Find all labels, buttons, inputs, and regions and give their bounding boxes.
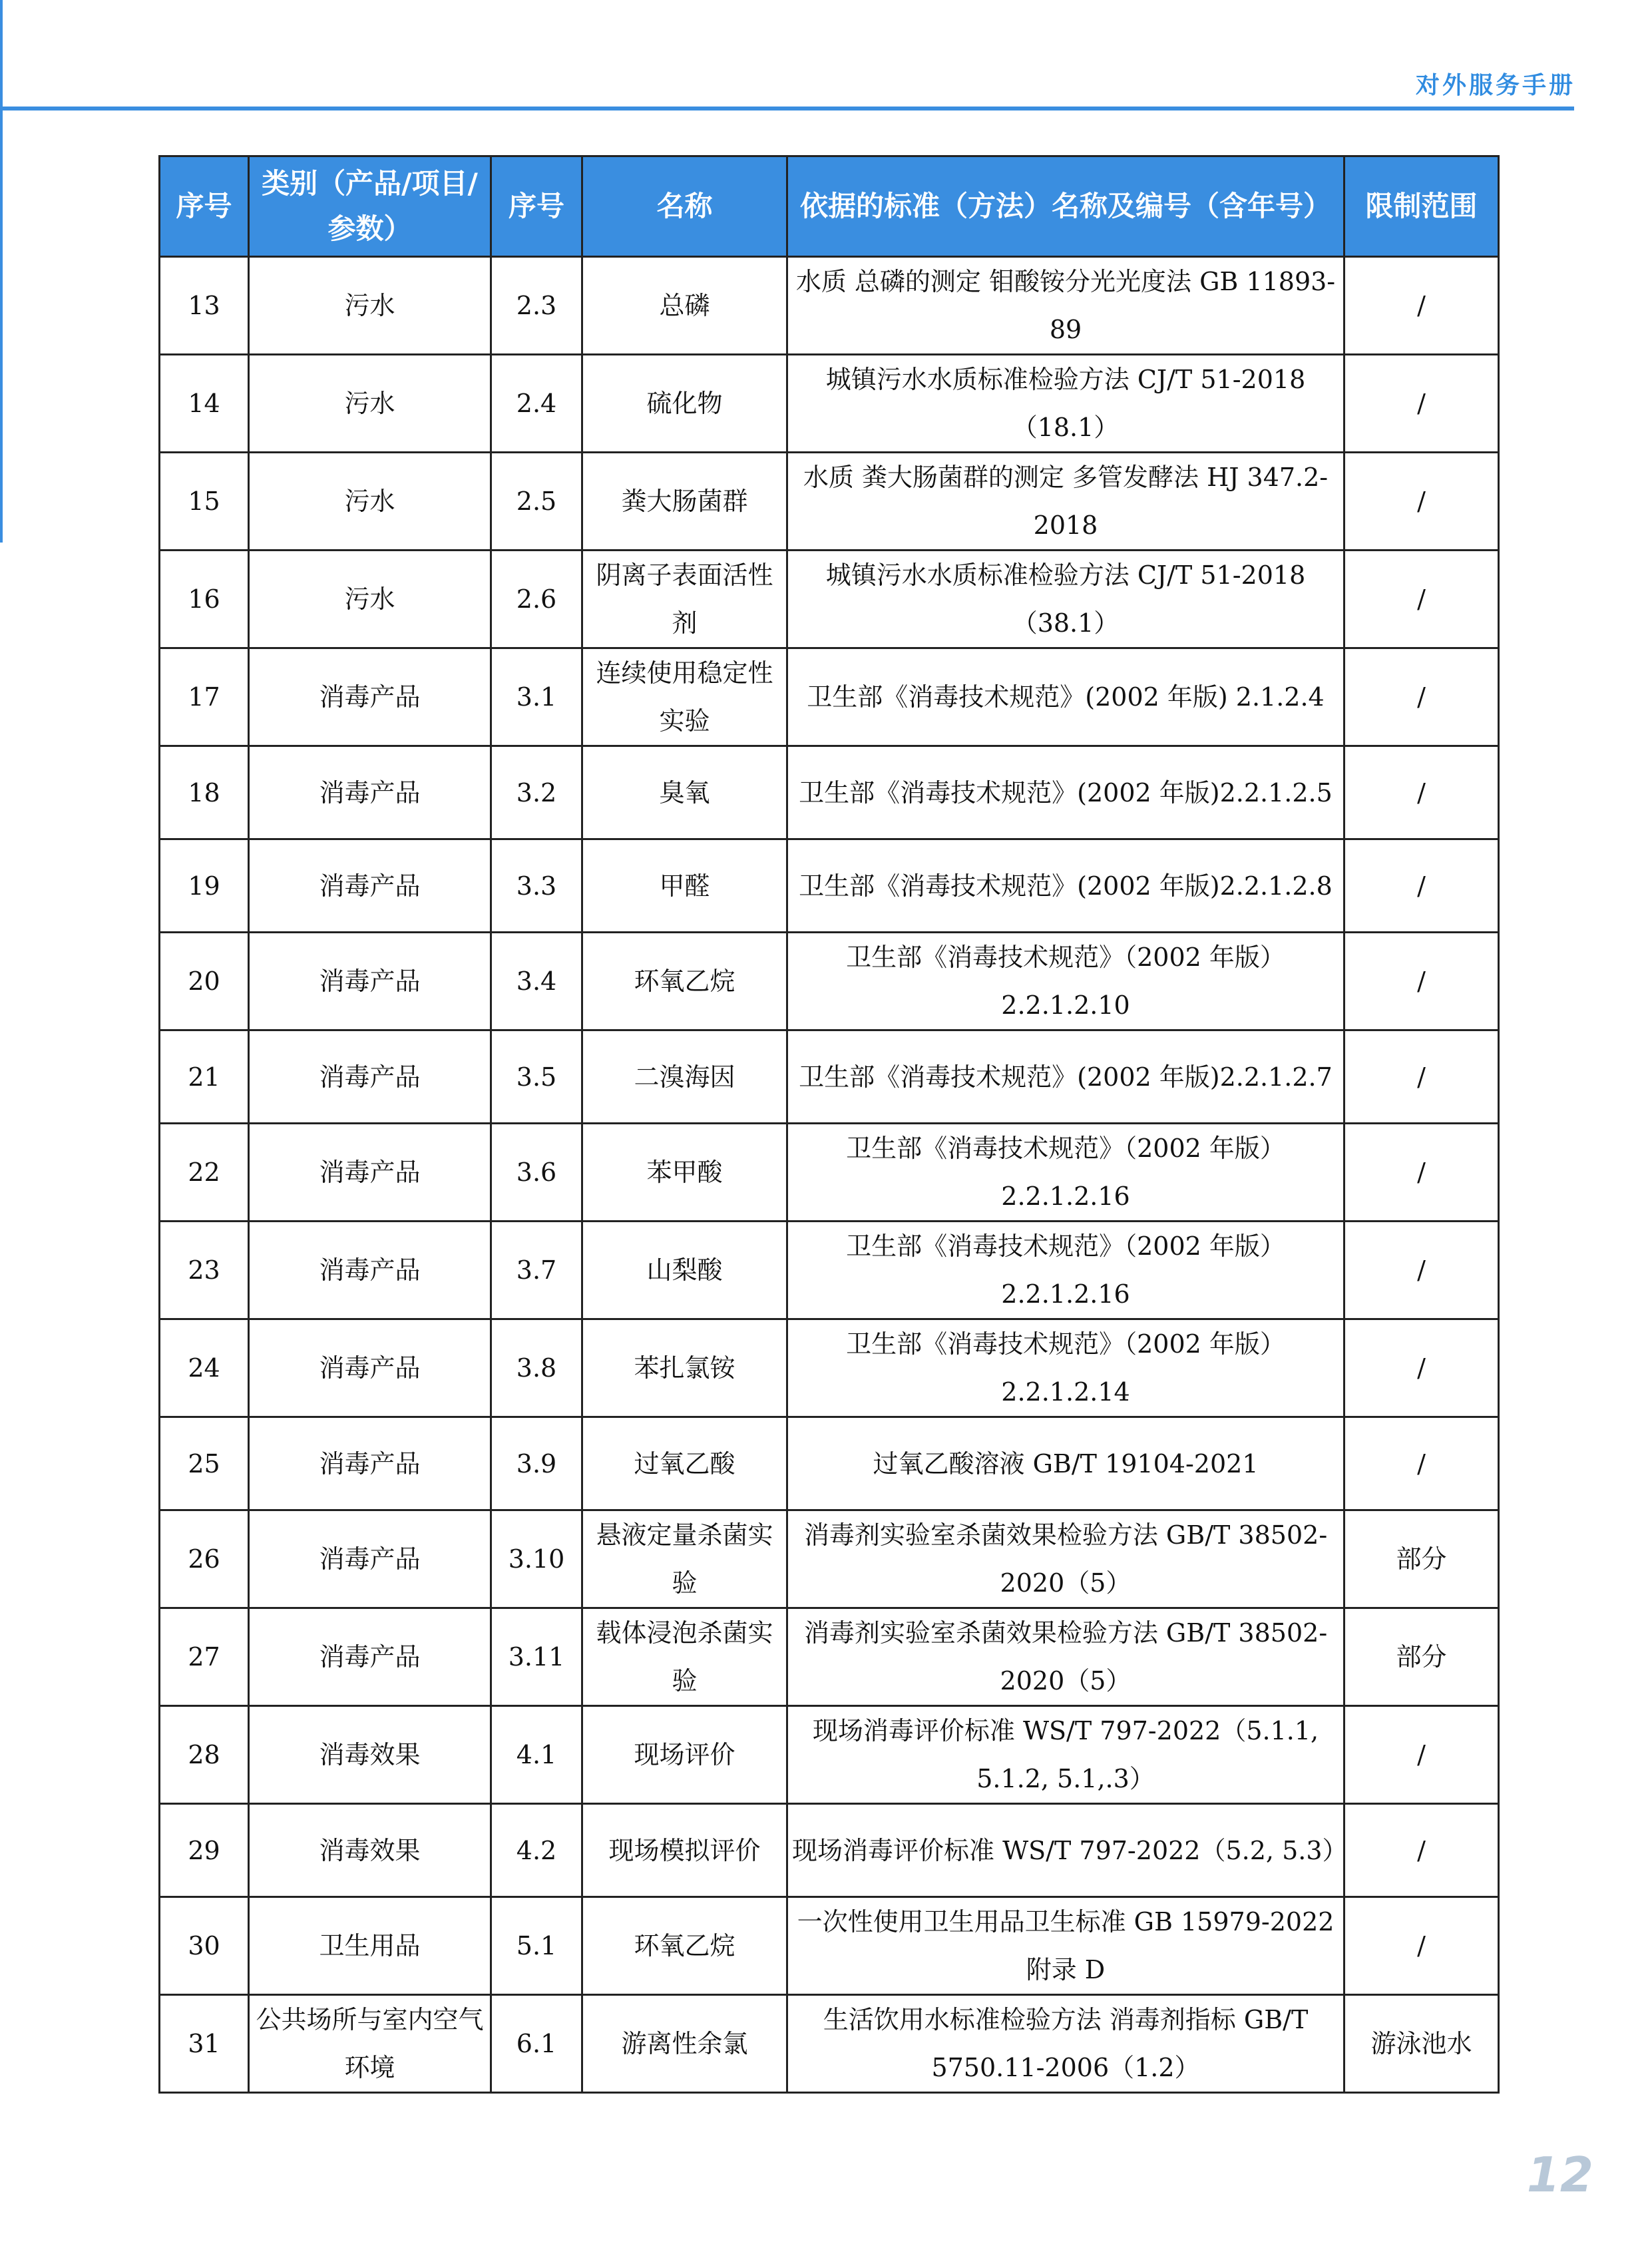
cell-row-index: 29	[160, 1804, 249, 1897]
table-row	[160, 453, 1499, 551]
cell-row-index: 26	[160, 1510, 249, 1608]
cell-limit-range: /	[1344, 453, 1499, 551]
cell-item-name: 臭氧	[582, 746, 787, 839]
table-row	[160, 1995, 1499, 2093]
cell-category: 消毒产品	[249, 1030, 491, 1124]
cell-standard: 一次性使用卫生用品卫生标准 GB 15979-2022 附录 D	[787, 1897, 1344, 1995]
cell-row-index: 31	[160, 1995, 249, 2093]
left-margin-line	[0, 0, 3, 543]
cell-item-index: 2.4	[491, 355, 582, 453]
cell-limit-range: /	[1344, 1706, 1499, 1804]
table-header-row	[160, 156, 1499, 257]
cell-item-index: 3.5	[491, 1030, 582, 1124]
cell-item-index: 3.2	[491, 746, 582, 839]
cell-row-index: 27	[160, 1608, 249, 1706]
table-row	[160, 933, 1499, 1030]
cell-row-index: 15	[160, 453, 249, 551]
cell-standard: 城镇污水水质标准检验方法 CJ/T 51-2018（18.1）	[787, 355, 1344, 453]
cell-item-index: 3.9	[491, 1417, 582, 1510]
header-title: 对外服务手册	[1415, 72, 1575, 99]
cell-category: 消毒效果	[249, 1706, 491, 1804]
cell-item-index: 2.3	[491, 257, 582, 355]
cell-row-index: 22	[160, 1124, 249, 1222]
cell-standard: 过氧乙酸溶液 GB/T 19104-2021	[787, 1417, 1344, 1510]
cell-item-index: 3.11	[491, 1608, 582, 1706]
table-row	[160, 648, 1499, 746]
cell-limit-range: /	[1344, 839, 1499, 933]
cell-category: 消毒产品	[249, 648, 491, 746]
cell-standard: 消毒剂实验室杀菌效果检验方法 GB/T 38502-2020（5）	[787, 1608, 1344, 1706]
cell-category: 消毒产品	[249, 933, 491, 1030]
cell-item-index: 5.1	[491, 1897, 582, 1995]
table-row	[160, 1608, 1499, 1706]
header-rule	[0, 107, 1574, 111]
cell-standard: 现场消毒评价标准 WS/T 797-2022（5.2, 5.3）	[787, 1804, 1344, 1897]
cell-standard: 卫生部《消毒技术规范》(2002 年版) 2.1.2.4	[787, 648, 1344, 746]
cell-standard: 卫生部《消毒技术规范》（2002 年版） 2.2.1.2.10	[787, 933, 1344, 1030]
standards-table	[158, 155, 1500, 2094]
cell-category: 消毒产品	[249, 1124, 491, 1222]
table-row	[160, 746, 1499, 839]
cell-row-index: 30	[160, 1897, 249, 1995]
cell-row-index: 19	[160, 839, 249, 933]
cell-limit-range: /	[1344, 1897, 1499, 1995]
cell-row-index: 14	[160, 355, 249, 453]
cell-item-index: 3.7	[491, 1222, 582, 1319]
cell-standard: 卫生部《消毒技术规范》（2002 年版） 2.2.1.2.16	[787, 1222, 1344, 1319]
page-number: 12	[1526, 2147, 1593, 2203]
cell-category: 污水	[249, 551, 491, 648]
cell-standard: 水质 总磷的测定 钼酸铵分光光度法 GB 11893-89	[787, 257, 1344, 355]
col-header-category: 类别（产品/项目/参数）	[249, 156, 491, 257]
cell-row-index: 16	[160, 551, 249, 648]
table-row	[160, 1030, 1499, 1124]
cell-category: 消毒产品	[249, 1510, 491, 1608]
table-row	[160, 1804, 1499, 1897]
cell-limit-range: /	[1344, 1804, 1499, 1897]
cell-limit-range: /	[1344, 746, 1499, 839]
cell-category: 消毒产品	[249, 746, 491, 839]
cell-standard: 卫生部《消毒技术规范》(2002 年版)2.2.1.2.5	[787, 746, 1344, 839]
cell-limit-range: 游泳池水	[1344, 1995, 1499, 2093]
cell-item-index: 2.6	[491, 551, 582, 648]
col-header-limit: 限制范围	[1344, 156, 1499, 257]
cell-item-name: 过氧乙酸	[582, 1417, 787, 1510]
cell-category: 卫生用品	[249, 1897, 491, 1995]
cell-category: 消毒效果	[249, 1804, 491, 1897]
cell-item-name: 环氧乙烷	[582, 1897, 787, 1995]
cell-row-index: 20	[160, 933, 249, 1030]
cell-row-index: 23	[160, 1222, 249, 1319]
cell-limit-range: 部分	[1344, 1608, 1499, 1706]
table-row	[160, 1897, 1499, 1995]
cell-item-name: 阴离子表面活性剂	[582, 551, 787, 648]
cell-category: 公共场所与室内空气环境	[249, 1995, 491, 2093]
cell-item-index: 3.6	[491, 1124, 582, 1222]
cell-item-index: 4.1	[491, 1706, 582, 1804]
cell-limit-range: /	[1344, 1030, 1499, 1124]
cell-limit-range: /	[1344, 551, 1499, 648]
cell-item-name: 现场评价	[582, 1706, 787, 1804]
cell-standard: 城镇污水水质标准检验方法 CJ/T 51-2018（38.1）	[787, 551, 1344, 648]
cell-standard: 卫生部《消毒技术规范》(2002 年版)2.2.1.2.8	[787, 839, 1344, 933]
cell-item-name: 悬液定量杀菌实验	[582, 1510, 787, 1608]
col-header-standard: 依据的标准（方法）名称及编号（含年号）	[787, 156, 1344, 257]
table-row	[160, 1706, 1499, 1804]
cell-item-index: 3.8	[491, 1319, 582, 1417]
cell-category: 消毒产品	[249, 1319, 491, 1417]
cell-row-index: 25	[160, 1417, 249, 1510]
cell-item-index: 3.4	[491, 933, 582, 1030]
cell-category: 消毒产品	[249, 1222, 491, 1319]
cell-category: 消毒产品	[249, 1417, 491, 1510]
table-row	[160, 355, 1499, 453]
cell-item-name: 载体浸泡杀菌实验	[582, 1608, 787, 1706]
cell-item-index: 4.2	[491, 1804, 582, 1897]
cell-item-name: 苯甲酸	[582, 1124, 787, 1222]
cell-row-index: 21	[160, 1030, 249, 1124]
cell-limit-range: /	[1344, 1124, 1499, 1222]
cell-limit-range: /	[1344, 933, 1499, 1030]
cell-item-index: 3.1	[491, 648, 582, 746]
cell-item-name: 游离性余氯	[582, 1995, 787, 2093]
cell-row-index: 17	[160, 648, 249, 746]
cell-item-name: 山梨酸	[582, 1222, 787, 1319]
table-row	[160, 1222, 1499, 1319]
cell-item-name: 苯扎氯铵	[582, 1319, 787, 1417]
cell-limit-range: 部分	[1344, 1510, 1499, 1608]
cell-category: 消毒产品	[249, 1608, 491, 1706]
cell-standard: 现场消毒评价标准 WS/T 797-2022（5.1.1, 5.1.2, 5.1,.3）	[787, 1706, 1344, 1804]
cell-item-index: 2.5	[491, 453, 582, 551]
table-row	[160, 839, 1499, 933]
cell-row-index: 28	[160, 1706, 249, 1804]
col-header-name: 名称	[582, 156, 787, 257]
cell-category: 污水	[249, 453, 491, 551]
table-row	[160, 1319, 1499, 1417]
table-row	[160, 1417, 1499, 1510]
cell-limit-range: /	[1344, 355, 1499, 453]
cell-item-index: 6.1	[491, 1995, 582, 2093]
cell-standard: 卫生部《消毒技术规范》（2002 年版） 2.2.1.2.16	[787, 1124, 1344, 1222]
cell-row-index: 13	[160, 257, 249, 355]
col-header-item-index: 序号	[491, 156, 582, 257]
cell-category: 污水	[249, 355, 491, 453]
cell-item-name: 环氧乙烷	[582, 933, 787, 1030]
table-row	[160, 1124, 1499, 1222]
cell-item-name: 总磷	[582, 257, 787, 355]
table-row	[160, 257, 1499, 355]
cell-category: 污水	[249, 257, 491, 355]
cell-category: 消毒产品	[249, 839, 491, 933]
col-header-index: 序号	[160, 156, 249, 257]
cell-item-name: 粪大肠菌群	[582, 453, 787, 551]
cell-limit-range: /	[1344, 1417, 1499, 1510]
cell-standard: 水质 粪大肠菌群的测定 多管发酵法 HJ 347.2-2018	[787, 453, 1344, 551]
cell-limit-range: /	[1344, 1222, 1499, 1319]
cell-item-name: 连续使用稳定性实验	[582, 648, 787, 746]
table-row	[160, 551, 1499, 648]
cell-standard: 消毒剂实验室杀菌效果检验方法 GB/T 38502-2020（5）	[787, 1510, 1344, 1608]
cell-row-index: 18	[160, 746, 249, 839]
cell-limit-range: /	[1344, 257, 1499, 355]
cell-item-index: 3.3	[491, 839, 582, 933]
cell-limit-range: /	[1344, 1319, 1499, 1417]
cell-standard: 生活饮用水标准检验方法 消毒剂指标 GB/T 5750.11-2006（1.2）	[787, 1995, 1344, 2093]
cell-row-index: 24	[160, 1319, 249, 1417]
cell-item-name: 甲醛	[582, 839, 787, 933]
table-row	[160, 1510, 1499, 1608]
cell-standard: 卫生部《消毒技术规范》(2002 年版)2.2.1.2.7	[787, 1030, 1344, 1124]
cell-item-name: 现场模拟评价	[582, 1804, 787, 1897]
cell-item-name: 二溴海因	[582, 1030, 787, 1124]
cell-limit-range: /	[1344, 648, 1499, 746]
cell-item-index: 3.10	[491, 1510, 582, 1608]
cell-standard: 卫生部《消毒技术规范》（2002 年版） 2.2.1.2.14	[787, 1319, 1344, 1417]
cell-item-name: 硫化物	[582, 355, 787, 453]
